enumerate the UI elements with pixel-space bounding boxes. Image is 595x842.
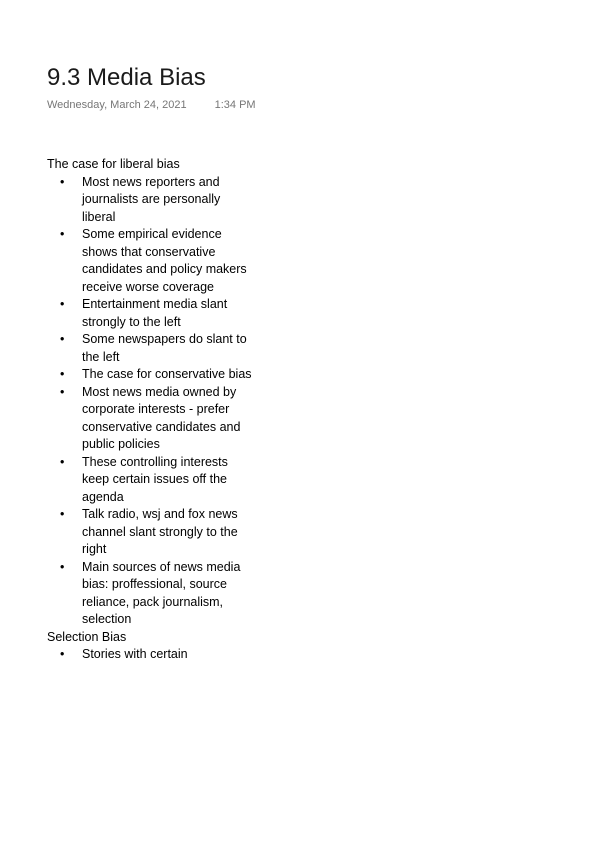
- bullet-icon: •: [60, 454, 65, 469]
- list-item: [47, 506, 252, 559]
- bullet-icon: •: [60, 174, 65, 189]
- bullet-icon: •: [60, 227, 65, 241]
- list-item-text: The case for conservative bias: [82, 367, 252, 381]
- list-item: [47, 331, 252, 366]
- bullet-icon: •: [60, 559, 65, 574]
- page-time: 1:34 PM: [214, 99, 256, 111]
- bullet-icon: •: [60, 367, 65, 381]
- page-title: 9.3 Media Bias: [47, 64, 206, 91]
- list-item: [47, 559, 252, 629]
- list-item-text: Entertainment media slant strongly to the left: [82, 297, 228, 329]
- bullet-icon: •: [60, 297, 65, 311]
- note-content: [47, 156, 277, 664]
- list-item: [47, 366, 252, 384]
- list-item-text: Most news media owned by corporate interests - prefer conservative candidates and public policies: [82, 384, 241, 451]
- list-item-text: Main sources of news media bias: proffessional, source reliance, pack journalism, selection: [82, 559, 241, 626]
- bullet-icon: •: [60, 332, 65, 346]
- section-heading-selection-bias: Selection Bias: [47, 629, 127, 644]
- list-item: [47, 174, 252, 227]
- bullet-icon: •: [60, 647, 65, 661]
- bullet-list-liberal-bias: [47, 174, 277, 629]
- list-item-text: Talk radio, wsj and fox news channel slant strongly to the right: [82, 507, 238, 556]
- list-item-text: These controlling interests keep certain issues off the agenda: [82, 454, 228, 504]
- list-item-text: Most news reporters and journalists are personally liberal: [82, 174, 221, 224]
- list-item-text: Stories with certain: [82, 647, 188, 661]
- bullet-list-selection-bias: [47, 646, 277, 664]
- list-item-text: Some newspapers do slant to the left: [82, 332, 247, 364]
- bullet-icon: •: [60, 507, 65, 521]
- page-date: Wednesday, March 24, 2021: [47, 99, 187, 111]
- bullet-icon: •: [60, 384, 65, 399]
- list-item: [47, 646, 252, 664]
- page-timestamp: [47, 98, 256, 112]
- list-item: [47, 454, 252, 507]
- list-item: [47, 226, 252, 296]
- section-heading-liberal-bias: The case for liberal bias: [47, 157, 180, 171]
- list-item: [47, 384, 252, 454]
- list-item: [47, 296, 252, 331]
- list-item-text: Some empirical evidence shows that conservative candidates and policy makers receive worse coverage: [82, 227, 247, 294]
